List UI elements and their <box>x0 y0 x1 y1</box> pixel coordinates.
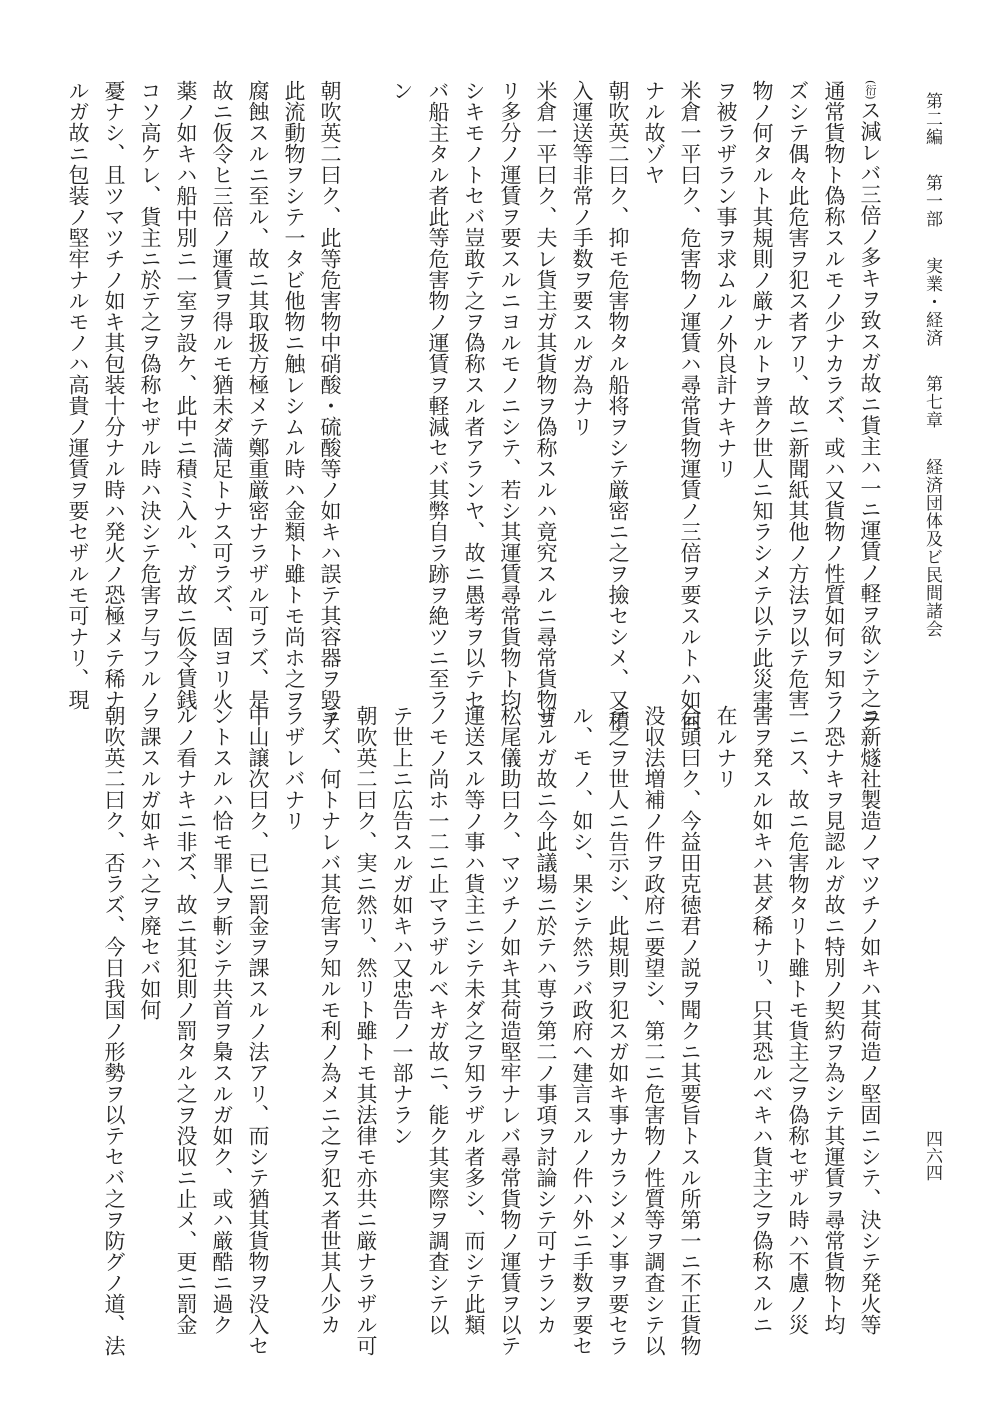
text-column: 憂ナシ、且ツマツチノ如キ其包装十分ナル時ハ発火ノ恐極メテ稀ナ <box>102 80 126 710</box>
text-column: 在ルナリ <box>714 705 738 789</box>
text-column: 運送スル等ノ事ハ貨主ニシテ未ダ之ヲ知ラザル者多シ、而シテ此類 <box>462 705 486 1335</box>
text-column: 腐蝕スルニ至ル、故ニ其取扱方極メテ鄭重厳密ナラザル可ラズ、是 <box>246 80 270 710</box>
text-column: 物ノ何タルト其規則ノ厳ナルトヲ普ク世人ニ知ラシメテ以テ此災害 <box>750 80 774 710</box>
text-column: シキモノトセバ豈敢テ之ヲ偽称スル者アランヤ、故ニ愚考ヲ以テセ <box>462 80 486 710</box>
text-column: 此流動物ヲシテ一タビ他物ニ触レシムル時ハ金類ト雖トモ尚ホ之ヲ <box>282 80 306 710</box>
text-column: 没収法増補ノ件ヲ政府ニ要望シ、第二ニ危害物ノ性質等ヲ調査シテ以 <box>642 705 666 1356</box>
text-column: ニ新燧社製造ノマツチノ如キハ其荷造ノ堅固ニシテ、決シテ発火等 <box>858 705 882 1335</box>
text-column: 松尾儀助曰ク、マツチノ如キ其荷造堅牢ナレバ尋常貨物ノ運賃ヲ以テ <box>498 705 522 1356</box>
header-hen: 第二編 <box>922 92 942 146</box>
text-column: 薬ノ如キハ船中別ニ一室ヲ設ケ、此中ニ積ミ入ル、ガ故ニ仮令賃銭 <box>174 80 198 710</box>
text-column: リ多分ノ運賃ヲ要スルニヨルモノニシテ、若シ其運賃尋常貨物ト均 <box>498 80 522 710</box>
text-column: 朝吹英二曰ク、否ラズ、今日我国ノ形勢ヲ以テセバ之ヲ防グノ道、法 <box>102 705 126 1356</box>
header-field: 実業・経済 <box>922 256 942 347</box>
header-chapter-title: 経済団体及ビ民間諸会 <box>922 457 942 638</box>
text-column: ノ恐ナキヲ見認ルガ故ニ特別ノ契約ヲ為シテ其運賃ヲ尋常貨物ト均 <box>822 705 846 1335</box>
text-column: 朝吹英二曰ク、此等危害物中硝酸・硫酸等ノ如キハ誤テ其容器ヲ毀チ <box>318 80 342 731</box>
text-column: ルノ看ナキニ非ズ、故ニ其犯則ノ罰タル之ヲ没収ニ止メ、更ニ罰金 <box>174 705 198 1335</box>
text-column: 会頭曰ク、今益田克徳君ノ説ヲ聞クニ其要旨トスル所第一ニ不正貨物 <box>678 705 702 1356</box>
running-header <box>905 92 945 692</box>
text-column: ラザレバナリ <box>282 705 306 831</box>
text-block-upper <box>66 80 888 731</box>
annotation-note: (衍) <box>864 80 877 100</box>
text-column: ザルガ故ニ今此議場ニ於テハ専ラ第二ノ事項ヲ討論シテ可ナランカ <box>534 705 558 1335</box>
header-chapter: 第七章 <box>922 375 942 430</box>
column-gap <box>348 80 384 695</box>
text-column: コソ高ケレ、貨主ニ於テ之ヲ偽称セザル時ハ決シテ危害ヲ与フルノ <box>138 80 162 710</box>
text-column: 朝吹英二曰ク、抑モ危害物タル船将ヲシテ厳密ニ之ヲ撿セシメ、又積 <box>606 80 630 731</box>
text-column: 米倉一平曰ク、危害物ノ運賃ハ尋常貨物運賃ノ三倍ヲ要スルトハ如何 <box>678 80 702 731</box>
text-column: 米倉一平曰ク、夫レ貨主ガ其貨物ヲ偽称スルハ竟究スルニ尋常貨物ヨ <box>534 80 558 731</box>
text-column: ル、モノ、如シ、果シテ然ラバ政府ヘ建言スルノ件ハ外ニ手数ヲ要セ <box>570 705 594 1356</box>
header-bu: 第一部 <box>922 174 942 229</box>
text-column: ナル故ゾヤ <box>642 80 666 185</box>
text-column: テ之ヲ世人ニ告示シ、此規則ヲ犯スガ如キ事ナカラシメン事ヲ要セラ <box>606 705 630 1356</box>
text-column: ズシテ偶々此危害ヲ犯ス者アリ、故ニ新聞紙其他ノ方法ヲ以テ危害 <box>786 80 810 710</box>
text-column: テ世上ニ広告スルガ如キハ又忠告ノ一部ナラン <box>390 705 414 1146</box>
text-column: ラズ、何トナレバ其危害ヲ知ルモ利ノ為メニ之ヲ犯ス者世其人少カ <box>318 705 342 1335</box>
text-column: バ船主タル者此等危害物ノ運賃ヲ軽減セバ其弊自ラ跡ヲ絶ツニ至ラ <box>426 80 450 710</box>
text-column: ノモノ尚ホ一二ニ止マラザルベキガ故ニ、能ク其実際ヲ調査シテ以 <box>426 705 450 1335</box>
text-column: 中山譲次曰ク、已ニ罰金ヲ課スルノ法アリ、而シテ猶其貨物ヲ没入セ <box>246 705 270 1356</box>
text-column: (衍)ス減レバ三倍ノ多キヲ致スガ故ニ貨主ハ一ニ運賃ノ軽ヲ欲シテ之ヲ <box>858 80 882 730</box>
text-column: 入運送等非常ノ手数ヲ要スルガ為ナリ <box>570 80 594 437</box>
page-number: 四六四 <box>922 1130 942 1181</box>
text-column: ントスルハ恰モ罪人ヲ斬シテ共首ヲ梟スルガ如ク、或ハ厳酷ニ過ク <box>210 705 234 1335</box>
text-column: 一ニス、故ニ危害物タリト雖トモ貨主之ヲ偽称セザル時ハ不慮ノ災 <box>786 705 810 1335</box>
text-column: ヲ課スルガ如キハ之ヲ廃セバ如何 <box>138 705 162 1020</box>
text-column: 朝吹英二曰ク、実ニ然リ、然リト雖トモ其法律モ亦共ニ厳ナラザル可 <box>354 705 378 1356</box>
text-column: 害ヲ発スル如キハ甚ダ稀ナリ、只其恐ルベキハ貨主之ヲ偽称スルニ <box>750 705 774 1335</box>
text-column: ヲ被ラザラン事ヲ求ムルノ外良計ナキナリ <box>714 80 738 479</box>
text-column: 故ニ仮令ヒ三倍ノ運賃ヲ得ルモ猶未ダ満足トナス可ラズ、固ヨリ火 <box>210 80 234 710</box>
text-column: ルガ故ニ包装ノ堅牢ナルモノハ高貴ノ運賃ヲ要セザルモ可ナリ、現 <box>66 80 90 710</box>
text-column: 通常貨物ト偽称スルモノ少ナカラズ、或ハ又貨物ノ性質如何ヲ知ラ <box>822 80 846 710</box>
text-block-lower <box>70 705 888 1356</box>
text-column: ン <box>390 80 414 101</box>
